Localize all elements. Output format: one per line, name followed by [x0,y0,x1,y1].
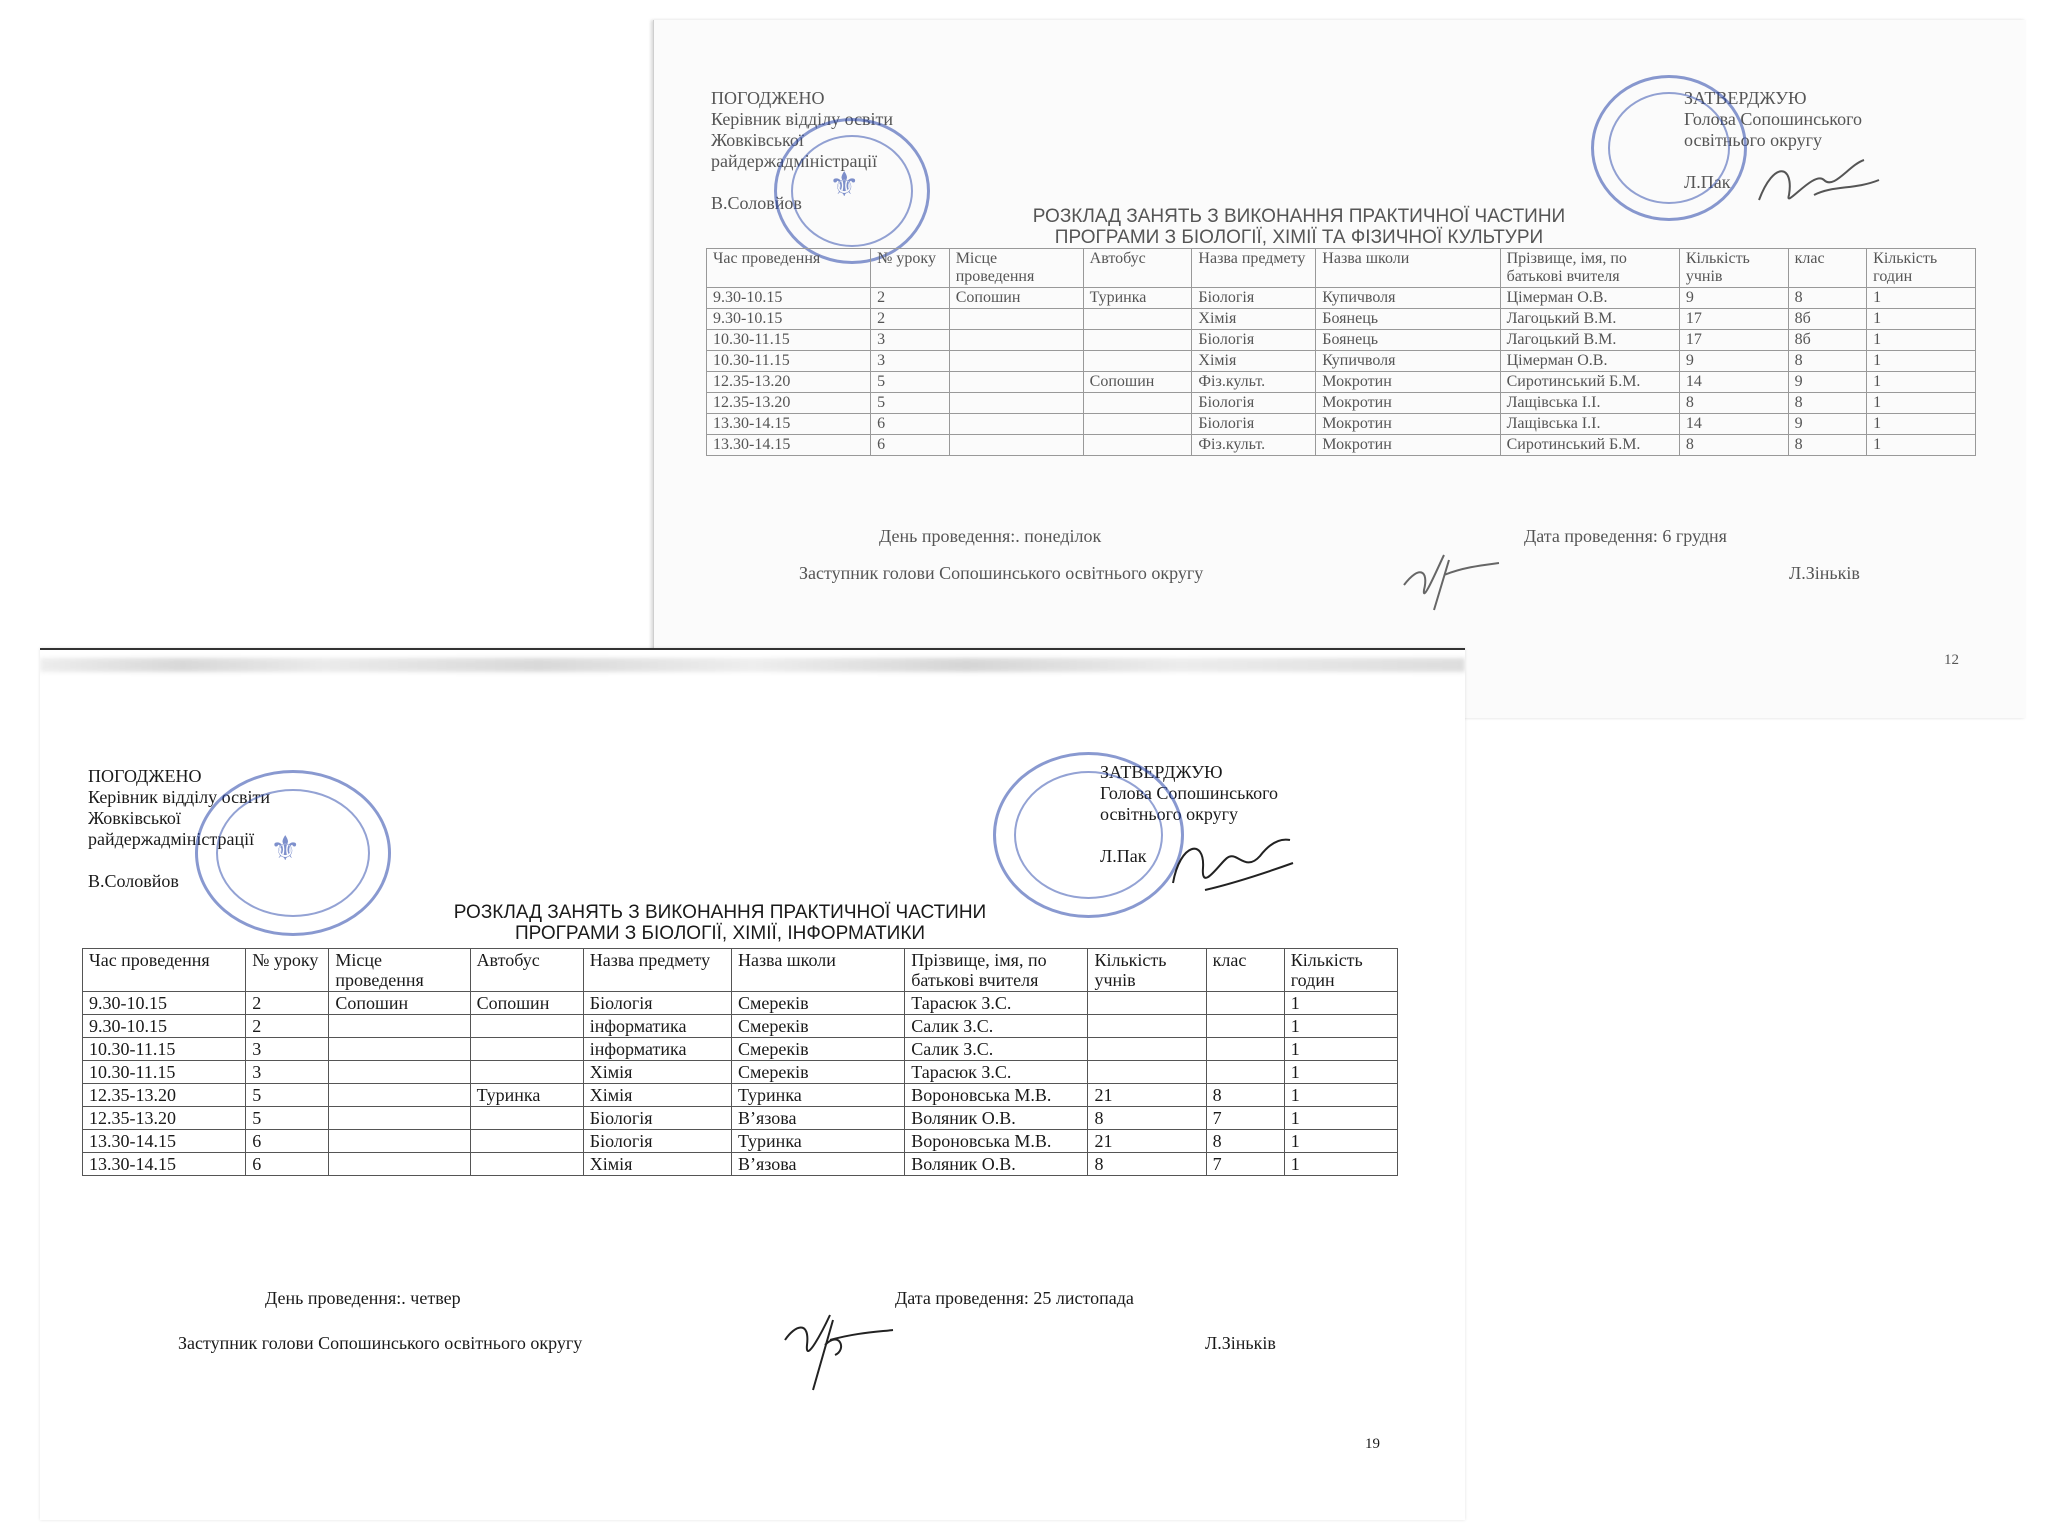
table-cell [1083,351,1192,372]
page-bottom [40,648,1465,1520]
header-cell: № уроку [246,949,329,992]
table-row [83,1084,1398,1107]
signature [1165,828,1295,903]
title-line: ПРОГРАМИ З БІОЛОГІЇ, ХІМІЇ ТА ФІЗИЧНОЇ КУЛЬТУРИ [1054,227,1544,248]
agreed-line: Жовківської [88,808,181,828]
table-cell: 1 [1284,1015,1397,1038]
table-cell: Туринка [1083,288,1192,309]
table-cell [949,393,1083,414]
table-cell: 9 [1679,288,1788,309]
table-cell: 8 [1788,351,1867,372]
table-cell: 13.30-14.15 [707,435,871,456]
table-cell: Салик З.С. [905,1015,1088,1038]
table-cell: 12.35-13.20 [83,1084,246,1107]
table-cell: 12.35-13.20 [707,393,871,414]
table-cell: 1 [1867,351,1976,372]
table-cell: В’язова [731,1107,904,1130]
header-cell: Кількість учнів [1088,949,1206,992]
table-cell: 8б [1788,309,1867,330]
table-cell [470,1061,583,1084]
table-cell: 6 [246,1130,329,1153]
table-cell: Цімерман О.В. [1500,288,1679,309]
table-row [83,992,1398,1015]
table-row [707,393,1976,414]
header-cell: Автобус [1083,249,1192,288]
table-cell: 6 [246,1153,329,1176]
deputy-label: Заступник голови Сопошинського освітнього округу [799,563,1204,583]
table-cell: 21 [1088,1084,1206,1107]
table-cell: Хімія [583,1153,731,1176]
table-cell: 1 [1284,1153,1397,1176]
table-cell: Боянець [1316,309,1500,330]
table-cell: 2 [871,309,950,330]
table-cell [949,309,1083,330]
table-row [707,330,1976,351]
table-cell: 13.30-14.15 [83,1130,246,1153]
table-cell [329,1084,470,1107]
table-cell: 8б [1788,330,1867,351]
table-cell: В’язова [731,1153,904,1176]
table-cell [949,330,1083,351]
table-cell: Біологія [1192,330,1316,351]
table-cell: 1 [1284,1130,1397,1153]
table-cell: 8 [1679,435,1788,456]
table-row [83,1015,1398,1038]
agreed-line: ПОГОДЖЕНО [711,88,825,108]
table-cell: Смереків [731,1015,904,1038]
header-cell: Прізвище, імя, по батькові вчителя [905,949,1088,992]
table-cell: 1 [1867,309,1976,330]
table-cell: Біологія [1192,288,1316,309]
trident-icon: ⚜ [270,829,301,869]
schedule-title [330,902,1110,944]
agreed-line: ПОГОДЖЕНО [88,766,202,786]
official-stamp [1591,75,1747,221]
table-cell: 21 [1088,1130,1206,1153]
table-cell: 2 [246,992,329,1015]
table-cell: 17 [1679,309,1788,330]
table-cell: 9.30-10.15 [707,309,871,330]
header-cell: Назва предмету [583,949,731,992]
table-cell: Біологія [1192,414,1316,435]
day-label: День проведення:. понеділок [879,526,1102,546]
table-cell: Сопошин [470,992,583,1015]
scan-artifact [40,658,1465,672]
table-cell: 6 [871,435,950,456]
table-cell: Хімія [1192,309,1316,330]
table-cell [949,435,1083,456]
table-cell [1083,435,1192,456]
official-stamp [774,118,930,264]
table-cell [1206,992,1284,1015]
header-cell: Кількість годин [1284,949,1397,992]
table-cell: 5 [871,372,950,393]
table-cell: 9 [1679,351,1788,372]
day-label: День проведення:. четвер [265,1288,461,1308]
table-cell: 1 [1284,992,1397,1015]
table-cell: 5 [871,393,950,414]
table-cell: Лагоцький В.М. [1500,309,1679,330]
table-cell: 1 [1867,393,1976,414]
table-cell [1088,992,1206,1015]
deputy-name: Л.Зіньків [1205,1333,1276,1353]
table-cell [949,372,1083,393]
table-cell: 3 [246,1038,329,1061]
table-row [83,1153,1398,1176]
table-cell [1206,1015,1284,1038]
header-cell: Назва школи [731,949,904,992]
table-cell [470,1153,583,1176]
approve-line: Л.Пак [1684,172,1731,192]
table-cell: 6 [871,414,950,435]
table-cell: 1 [1284,1038,1397,1061]
table-cell: Фіз.культ. [1192,372,1316,393]
title-line: РОЗКЛАД ЗАНЯТЬ З ВИКОНАННЯ ПРАКТИЧНОЇ ЧАСТИНИ [453,902,987,923]
table-cell: 8 [1788,393,1867,414]
table-cell: 5 [246,1084,329,1107]
page-number: 19 [1365,1436,1380,1452]
table-cell: 8 [1788,288,1867,309]
header-cell: Назва предмету [1192,249,1316,288]
table-cell: інформатика [583,1015,731,1038]
table-cell: Туринка [731,1130,904,1153]
table-cell: 5 [246,1107,329,1130]
table-cell: 10.30-11.15 [83,1038,246,1061]
table-cell [1088,1015,1206,1038]
table-cell: 3 [871,351,950,372]
table-cell: Хімія [583,1061,731,1084]
header-cell: клас [1788,249,1867,288]
table-cell: 10.30-11.15 [707,330,871,351]
table-cell: 3 [871,330,950,351]
table-cell: Хімія [583,1084,731,1107]
table-cell: 17 [1679,330,1788,351]
table-cell: Туринка [470,1084,583,1107]
table-header-row [707,249,1976,288]
title-line: РОЗКЛАД ЗАНЯТЬ З ВИКОНАННЯ ПРАКТИЧНОЇ ЧАСТИНИ [1032,206,1566,227]
header-cell: Кількість годин [1867,249,1976,288]
table-cell: Лащівська І.І. [1500,393,1679,414]
table-cell [329,1130,470,1153]
table-row [707,309,1976,330]
table-cell: 7 [1206,1107,1284,1130]
title-line: ПРОГРАМИ З БІОЛОГІЇ, ХІМІЇ, ІНФОРМАТИКИ [514,923,926,944]
table-cell [1083,414,1192,435]
table-cell: Салик З.С. [905,1038,1088,1061]
table-cell: Мокротин [1316,414,1500,435]
table-cell: Біологія [583,992,731,1015]
table-cell [1083,309,1192,330]
table-cell: 1 [1284,1061,1397,1084]
approve-line: освітнього округу [1100,804,1238,824]
table-cell: 14 [1679,372,1788,393]
table-cell: Мокротин [1316,372,1500,393]
deputy-name: Л.Зіньків [1789,563,1860,583]
table-row [83,1107,1398,1130]
table-cell [329,1038,470,1061]
header-cell: Місце проведення [329,949,470,992]
official-stamp [993,752,1184,918]
date-label: Дата проведення: 6 грудня [1524,526,1727,546]
table-cell: Вороновська М.В. [905,1130,1088,1153]
table-cell: 9 [1788,414,1867,435]
table-cell: 8 [1088,1153,1206,1176]
date-label: Дата проведення: 25 листопада [895,1288,1134,1308]
table-cell: 1 [1867,414,1976,435]
agreed-line: Жовківської [711,130,804,150]
table-cell: 8 [1088,1107,1206,1130]
table-cell: Вороновська М.В. [905,1084,1088,1107]
table-cell: 1 [1284,1084,1397,1107]
table-row [83,1061,1398,1084]
table-cell [1088,1038,1206,1061]
table-cell [329,1107,470,1130]
table-cell: Фіз.культ. [1192,435,1316,456]
table-cell: Туринка [731,1084,904,1107]
table-cell: Купичволя [1316,288,1500,309]
table-row [707,435,1976,456]
table-cell [470,1038,583,1061]
table-cell: 1 [1867,372,1976,393]
table-cell: 9.30-10.15 [83,992,246,1015]
header-cell: Назва школи [1316,249,1500,288]
header-cell: Прізвище, імя, по батькові вчителя [1500,249,1679,288]
table-cell: Мокротин [1316,393,1500,414]
agreed-line: Керівник відділу освіти [711,109,894,129]
table-cell: Боянець [1316,330,1500,351]
table-cell: 7 [1206,1153,1284,1176]
table-cell: 10.30-11.15 [83,1061,246,1084]
table-cell: 12.35-13.20 [83,1107,246,1130]
table-cell: Смереків [731,1038,904,1061]
table-cell: Біологія [1192,393,1316,414]
table-cell [1083,393,1192,414]
table-cell: Смереків [731,992,904,1015]
table-cell: 9.30-10.15 [707,288,871,309]
table-cell: інформатика [583,1038,731,1061]
table-cell: 2 [871,288,950,309]
table-cell: Воляник О.В. [905,1107,1088,1130]
table-row [707,414,1976,435]
table-cell: Смереків [731,1061,904,1084]
deputy-label: Заступник голови Сопошинського освітнього округу [178,1333,583,1353]
signature [1394,545,1504,615]
header-cell: Час проведення [707,249,871,288]
agreed-line: Керівник відділу освіти [88,787,271,807]
table-row [707,351,1976,372]
table-row [83,1130,1398,1153]
table-cell: 13.30-14.15 [707,414,871,435]
table-cell [329,1153,470,1176]
header-cell: клас [1206,949,1284,992]
table-row [707,288,1976,309]
table-cell [470,1015,583,1038]
table-cell [470,1107,583,1130]
table-cell: 2 [246,1015,329,1038]
table-cell: Тарасюк З.С. [905,1061,1088,1084]
table-cell: 8 [1679,393,1788,414]
table-cell: Біологія [583,1107,731,1130]
agreed-line: В.Соловйов [88,871,179,891]
table-cell: Сиротинський Б.М. [1500,435,1679,456]
table-cell [329,1015,470,1038]
table-cell: Хімія [1192,351,1316,372]
header-cell: Автобус [470,949,583,992]
header-cell: Місце проведення [949,249,1083,288]
table-cell: Цімерман О.В. [1500,351,1679,372]
table-cell: 8 [1206,1130,1284,1153]
table-cell [470,1130,583,1153]
schedule-table [82,948,1398,1176]
trident-icon: ⚜ [829,165,860,205]
agreed-line: В.Соловйов [711,193,802,213]
table-cell: Сопошин [949,288,1083,309]
table-cell: 1 [1867,330,1976,351]
table-cell [949,351,1083,372]
table-cell [1206,1061,1284,1084]
agreed-line: райдержадміністрації [88,829,255,849]
table-cell [1206,1038,1284,1061]
header-cell: Кількість учнів [1679,249,1788,288]
table-cell: 1 [1867,288,1976,309]
table-cell: Сопошин [329,992,470,1015]
table-cell: 1 [1867,435,1976,456]
table-cell: Мокротин [1316,435,1500,456]
table-header-row [83,949,1398,992]
table-cell: Сиротинський Б.М. [1500,372,1679,393]
schedule-table [706,248,1976,456]
approve-line: ЗАТВЕРДЖУЮ [1684,88,1807,108]
table-row [707,372,1976,393]
approve-line: освітнього округу [1684,130,1822,150]
table-cell: Лагоцький В.М. [1500,330,1679,351]
table-cell: 12.35-13.20 [707,372,871,393]
table-cell: Лащівська І.І. [1500,414,1679,435]
header-cell: № уроку [871,249,950,288]
table-cell [329,1061,470,1084]
table-cell: Сопошин [1083,372,1192,393]
table-cell: Купичволя [1316,351,1500,372]
approve-line: Л.Пак [1100,846,1147,866]
table-cell: 10.30-11.15 [707,351,871,372]
table-cell: Біологія [583,1130,731,1153]
table-cell: 9.30-10.15 [83,1015,246,1038]
table-cell: 1 [1284,1107,1397,1130]
table-cell: 8 [1206,1084,1284,1107]
page-top [653,20,2026,718]
header-cell: Час проведення [83,949,246,992]
signature [1754,150,1884,220]
table-cell [949,414,1083,435]
signature [775,1300,895,1395]
table-cell: Воляник О.В. [905,1153,1088,1176]
agreed-line: райдержадміністрації [711,151,878,171]
approve-line: Голова Сопошинського [1684,109,1863,129]
table-cell: 14 [1679,414,1788,435]
table-cell [1088,1061,1206,1084]
table-row [83,1038,1398,1061]
table-cell: 3 [246,1061,329,1084]
table-cell: 8 [1788,435,1867,456]
approve-line: ЗАТВЕРДЖУЮ [1100,762,1223,782]
page-number: 12 [1944,652,1959,668]
table-cell [1083,330,1192,351]
schedule-title [919,206,1679,248]
approve-line: Голова Сопошинського [1100,783,1279,803]
table-cell: 13.30-14.15 [83,1153,246,1176]
table-cell: Тарасюк З.С. [905,992,1088,1015]
table-cell: 9 [1788,372,1867,393]
